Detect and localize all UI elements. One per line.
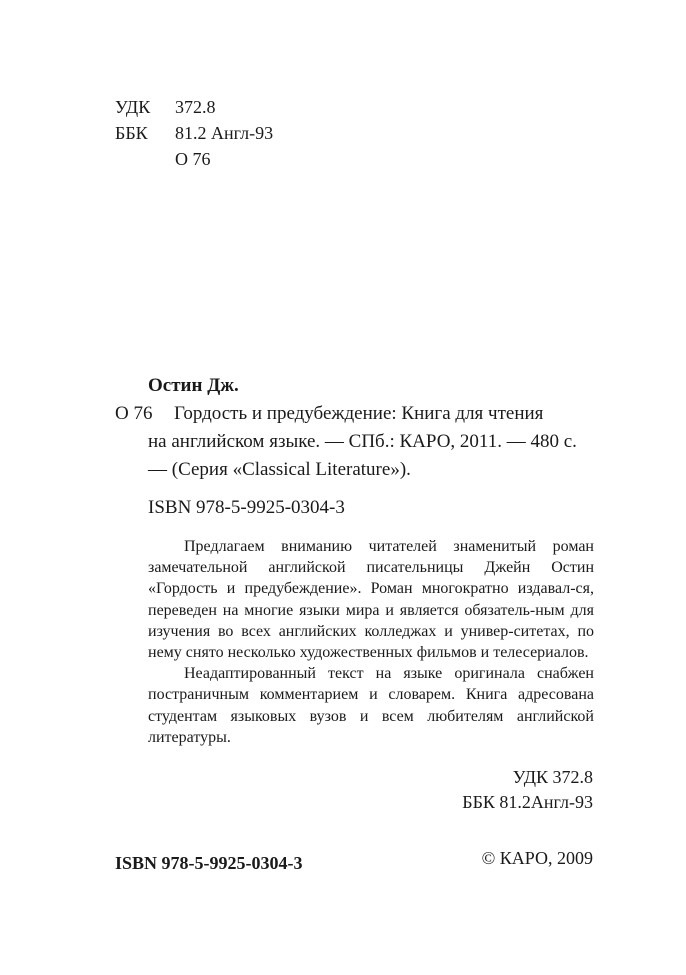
annotation-paragraph: Неадаптированный текст на языке оригинала снабжен постраничным комментарием и словарем. Книга адресована студентам языковых вузов и всем любителям английской литературы.: [148, 665, 594, 746]
bbk-value: 81.2 Англ-93: [175, 123, 274, 143]
author-mark-row: [115, 146, 273, 172]
bibliography-mark: О 76: [115, 403, 153, 424]
isbn-footer: ISBN 978-5-9925-0304-3: [115, 853, 303, 873]
author-name: Остин Дж.: [148, 375, 239, 396]
annotation-paragraph: Предлагаем вниманию читателей знаменитый роман замечательной английской писательницы Джейн Остин «Гордость и предубеждение». Роман многократно издавал-ся, переведен на многие языки мира и является обязатель-ным для изучения во всех английских колледжах и универ-ситетах, по нему снято несколько художественных фильмов и телесериалов.: [148, 538, 594, 662]
book-title-line1: Гордость и предубеждение: Книга для чтения: [174, 403, 544, 424]
classification-codes: [462, 765, 593, 815]
book-title-rest: на английском языке. — СПб.: КАРО, 2011. — 480 с. — (Серия «Classical Literature»).: [148, 431, 577, 480]
udk-label: УДК: [115, 97, 151, 117]
copyright: © КАРО, 2009: [481, 848, 593, 868]
annotation: [148, 536, 594, 748]
udk-row: [115, 94, 273, 120]
bbk-label: ББК: [115, 123, 148, 143]
bbk-row: [115, 120, 273, 146]
udk-code: УДК 372.8: [512, 767, 593, 787]
author-mark: О 76: [175, 149, 211, 169]
classification-block: [115, 94, 273, 172]
bbk-code: ББК 81.2Англ-93: [462, 792, 593, 812]
isbn-text: ISBN 978-5-9925-0304-3: [148, 497, 345, 518]
udk-value: 372.8: [175, 97, 216, 117]
